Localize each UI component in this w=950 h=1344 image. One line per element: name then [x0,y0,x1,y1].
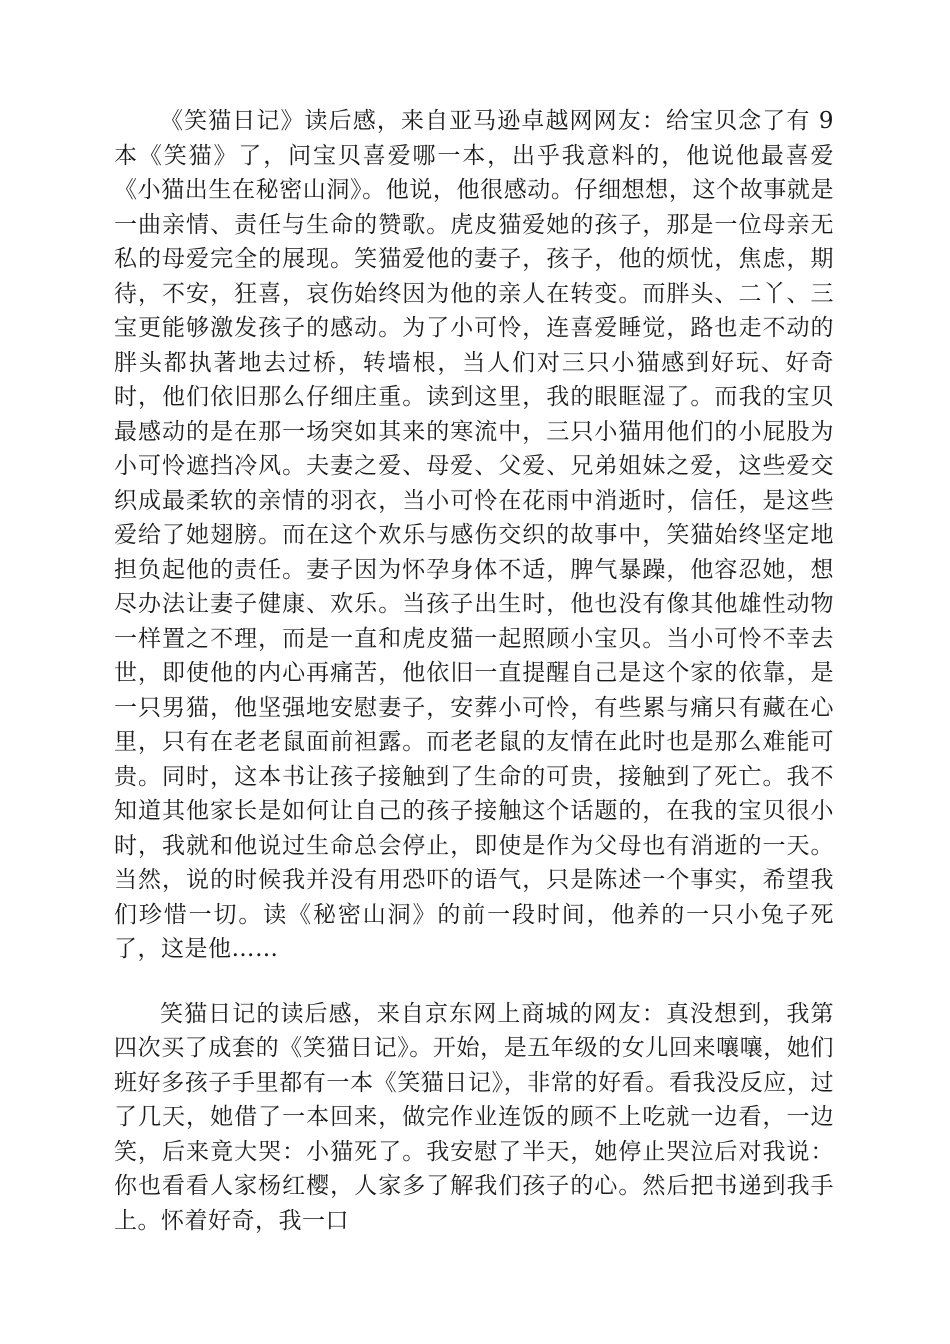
paragraph-amazon-review: 《笑猫日记》读后感，来自亚马逊卓越网网友：给宝贝念了有 9 本《笑猫》了，问宝贝喜爱哪一本，出乎我意料的，他说他最喜爱《小猫出生在秘密山洞》。他说，他很感动。仔细想想，这个故事就是一曲亲情、责任与生命的赞歌。虎皮猫爱她的孩子，那是一位母亲无私的母爱完全的展现。笑猫爱他的妻子，孩子，他的烦忧，焦虑，期待，不安，狂喜，哀伤始终因为他的亲人在转变。而胖头、二丫、三宝更能够激发孩子的感动。为了小可怜，连喜爱睡觉，路也走不动的胖头都执著地去过桥，转墙根，当人们对三只小猫感到好玩、好奇时，他们依旧那么仔细庄重。读到这里，我的眼眶湿了。而我的宝贝最感动的是在那一场突如其来的寒流中，三只小猫用他们的小屁股为小可怜遮挡冷风。夫妻之爱、母爱、父爱、兄弟姐妹之爱，这些爱交织成最柔软的亲情的羽衣，当小可怜在花雨中消逝时，信任，是这些爱给了她翅膀。而在这个欢乐与感伤交织的故事中，笑猫始终坚定地担负起他的责任。妻子因为怀孕身体不适，脾气暴躁，他容忍她，想尽办法让妻子健康、欢乐。当孩子出生时，他也没有像其他雄性动物一样置之不理，而是一直和虎皮猫一起照顾小宝贝。当小可怜不幸去世，即使他的内心再痛苦，他依旧一直提醒自己是这个家的依靠，是一只男猫，他坚强地安慰妻子，安葬小可怜，有些累与痛只有藏在心里，只有在老老鼠面前袒露。而老老鼠的友情在此时也是那么难能可贵。同时，这本书让孩子接触到了生命的可贵，接触到了死亡。我不知道其他家长是如何让自己的孩子接触这个话题的，在我的宝贝很小时，我就和他说过生命总会停止，即使是作为父母也有消逝的一天。当然，说的时候我并没有用恐吓的语气，只是陈述一个事实，希望我们珍惜一切。读《秘密山洞》的前一段时间，他养的一只小兔子死了，这是他…… [114,108,834,962]
document-body [114,104,834,1238]
paragraph-jd-review: 笑猫日记的读后感，来自京东网上商城的网友：真没想到，我第四次买了成套的《笑猫日记》。开始，是五年级的女儿回来嚷嚷，她们班好多孩子手里都有一本《笑猫日记》，非常的好看。看我没反应，过了几天，她借了一本回来，做完作业连饭的顾不上吃就一边看，一边笑，后来竟大哭：小猫死了。我安慰了半天，她停止哭泣后对我说：你也看看人家杨红樱，人家多了解我们孩子的心。然后把书递到我手上。怀着好奇，我一口 [114,1000,834,1234]
